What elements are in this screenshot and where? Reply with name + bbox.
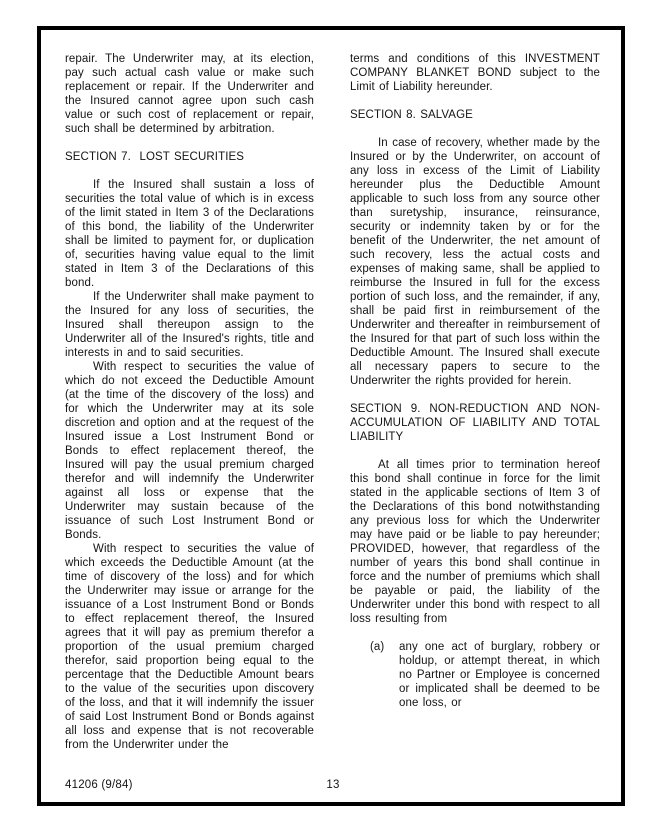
paragraph: At all times prior to termination hereof this bond shall continue in force for the limit stated in the applicable sections of Item 3 of the Declarations of this bond notwithstanding any previous loss for which the Underwriter may have paid or be liable to pay hereunder; PROVIDED, however, that regardless of the number of years this bond shall continue in force and the number of premiums which shall be payable or paid, the liability of the Underwriter under this bond with respect to all loss resulting from [350,459,600,625]
page-frame [37,26,625,806]
paragraph: If the Insured shall sustain a loss of securities the total value of which is in excess of the limit stated in Item 3 of the Declarations of this bond, the liability of the Underwriter shall be limited to payment for, or duplication of, securities having value equal to the limit stated in Item 3 of the Declarations of this bond. [65,179,314,289]
list-marker: (a) [370,641,385,653]
list-item [350,640,600,710]
paragraph: With respect to securities the value of which do not exceed the Deductible Amount (at the time of the discovery of the loss) and for which the Underwriter may at its sole discretion and option and at the request of the Insured issue a Lost Instrument Bond or Bonds to effect replacement thereof, the Insured will pay the usual premium charged therefor and will indemnify the Underwriter against all loss or expense that the Underwriter may sustain because of the issuance of such Lost Instrument Bond or Bonds. [65,361,314,541]
paragraph: repair. The Underwriter may, at its election, pay such actual cash value or make such replacement or repair. If the Underwriter and the Insured cannot agree upon such cash value or such cost of replacement or repair, such shall be determined by arbitration. [65,53,314,135]
form-number: 41206 (9/84) [65,779,133,791]
paragraph: terms and conditions of this INVESTMENT COMPANY BLANKET BOND subject to the Limit of Liability hereunder. [350,53,600,93]
page-number: 13 [326,779,340,791]
right-column [350,52,600,710]
list-item-text: any one act of burglary, robbery or holdup, or attempt thereat, in which no Partner or Employee is concerned or implicated shall be deemed to be one loss, or [399,641,600,709]
section-heading: SECTION 8. SALVAGE [350,109,473,121]
left-column [65,52,314,752]
paragraph: If the Underwriter shall make payment to the Insured for any loss of securities, the Insured shall thereupon assign to the Underwriter all of the Insured's rights, title and interests in and to said securities. [65,291,314,359]
section-heading: SECTION 9. NON-REDUCTION AND NON-ACCUMULATION OF LIABILITY AND TOTAL LIABILITY [350,403,600,443]
section-heading: SECTION 7. LOST SECURITIES [65,151,245,163]
paragraph: In case of recovery, whether made by the Insured or by the Underwriter, on account of any loss in excess of the Limit of Liability hereunder plus the Deductible Amount applicable to such loss from any source other than suretyship, insurance, reinsurance, security or indemnity taken by or for the benefit of the Underwriter, the net amount of such recovery, less the actual costs and expenses of making same, shall be applied to reimburse the Insured in full for the excess portion of such loss, and the remainder, if any, shall be paid first in reimbursement of the Underwriter and thereafter in reimbursement of the Insured for that part of such loss within the Deductible Amount. The Insured shall execute all necessary papers to secure to the Underwriter the rights provided for herein. [350,137,600,387]
paragraph: With respect to securities the value of which exceeds the Deductible Amount (at the time of discovery of the loss) and for which the Underwriter may issue or arrange for the issuance of a Lost Instrument Bond or Bonds to effect replacement thereof, the Insured agrees that it will pay as premium therefor a proportion of the usual premium charged therefor, said proportion being equal to the percentage that the Deductible Amount bears to the value of the securities upon discovery of the loss, and that it will indemnify the issuer of said Lost Instrument Bond or Bonds against all loss and expense that is not recoverable from the Underwriter under the [65,543,314,751]
